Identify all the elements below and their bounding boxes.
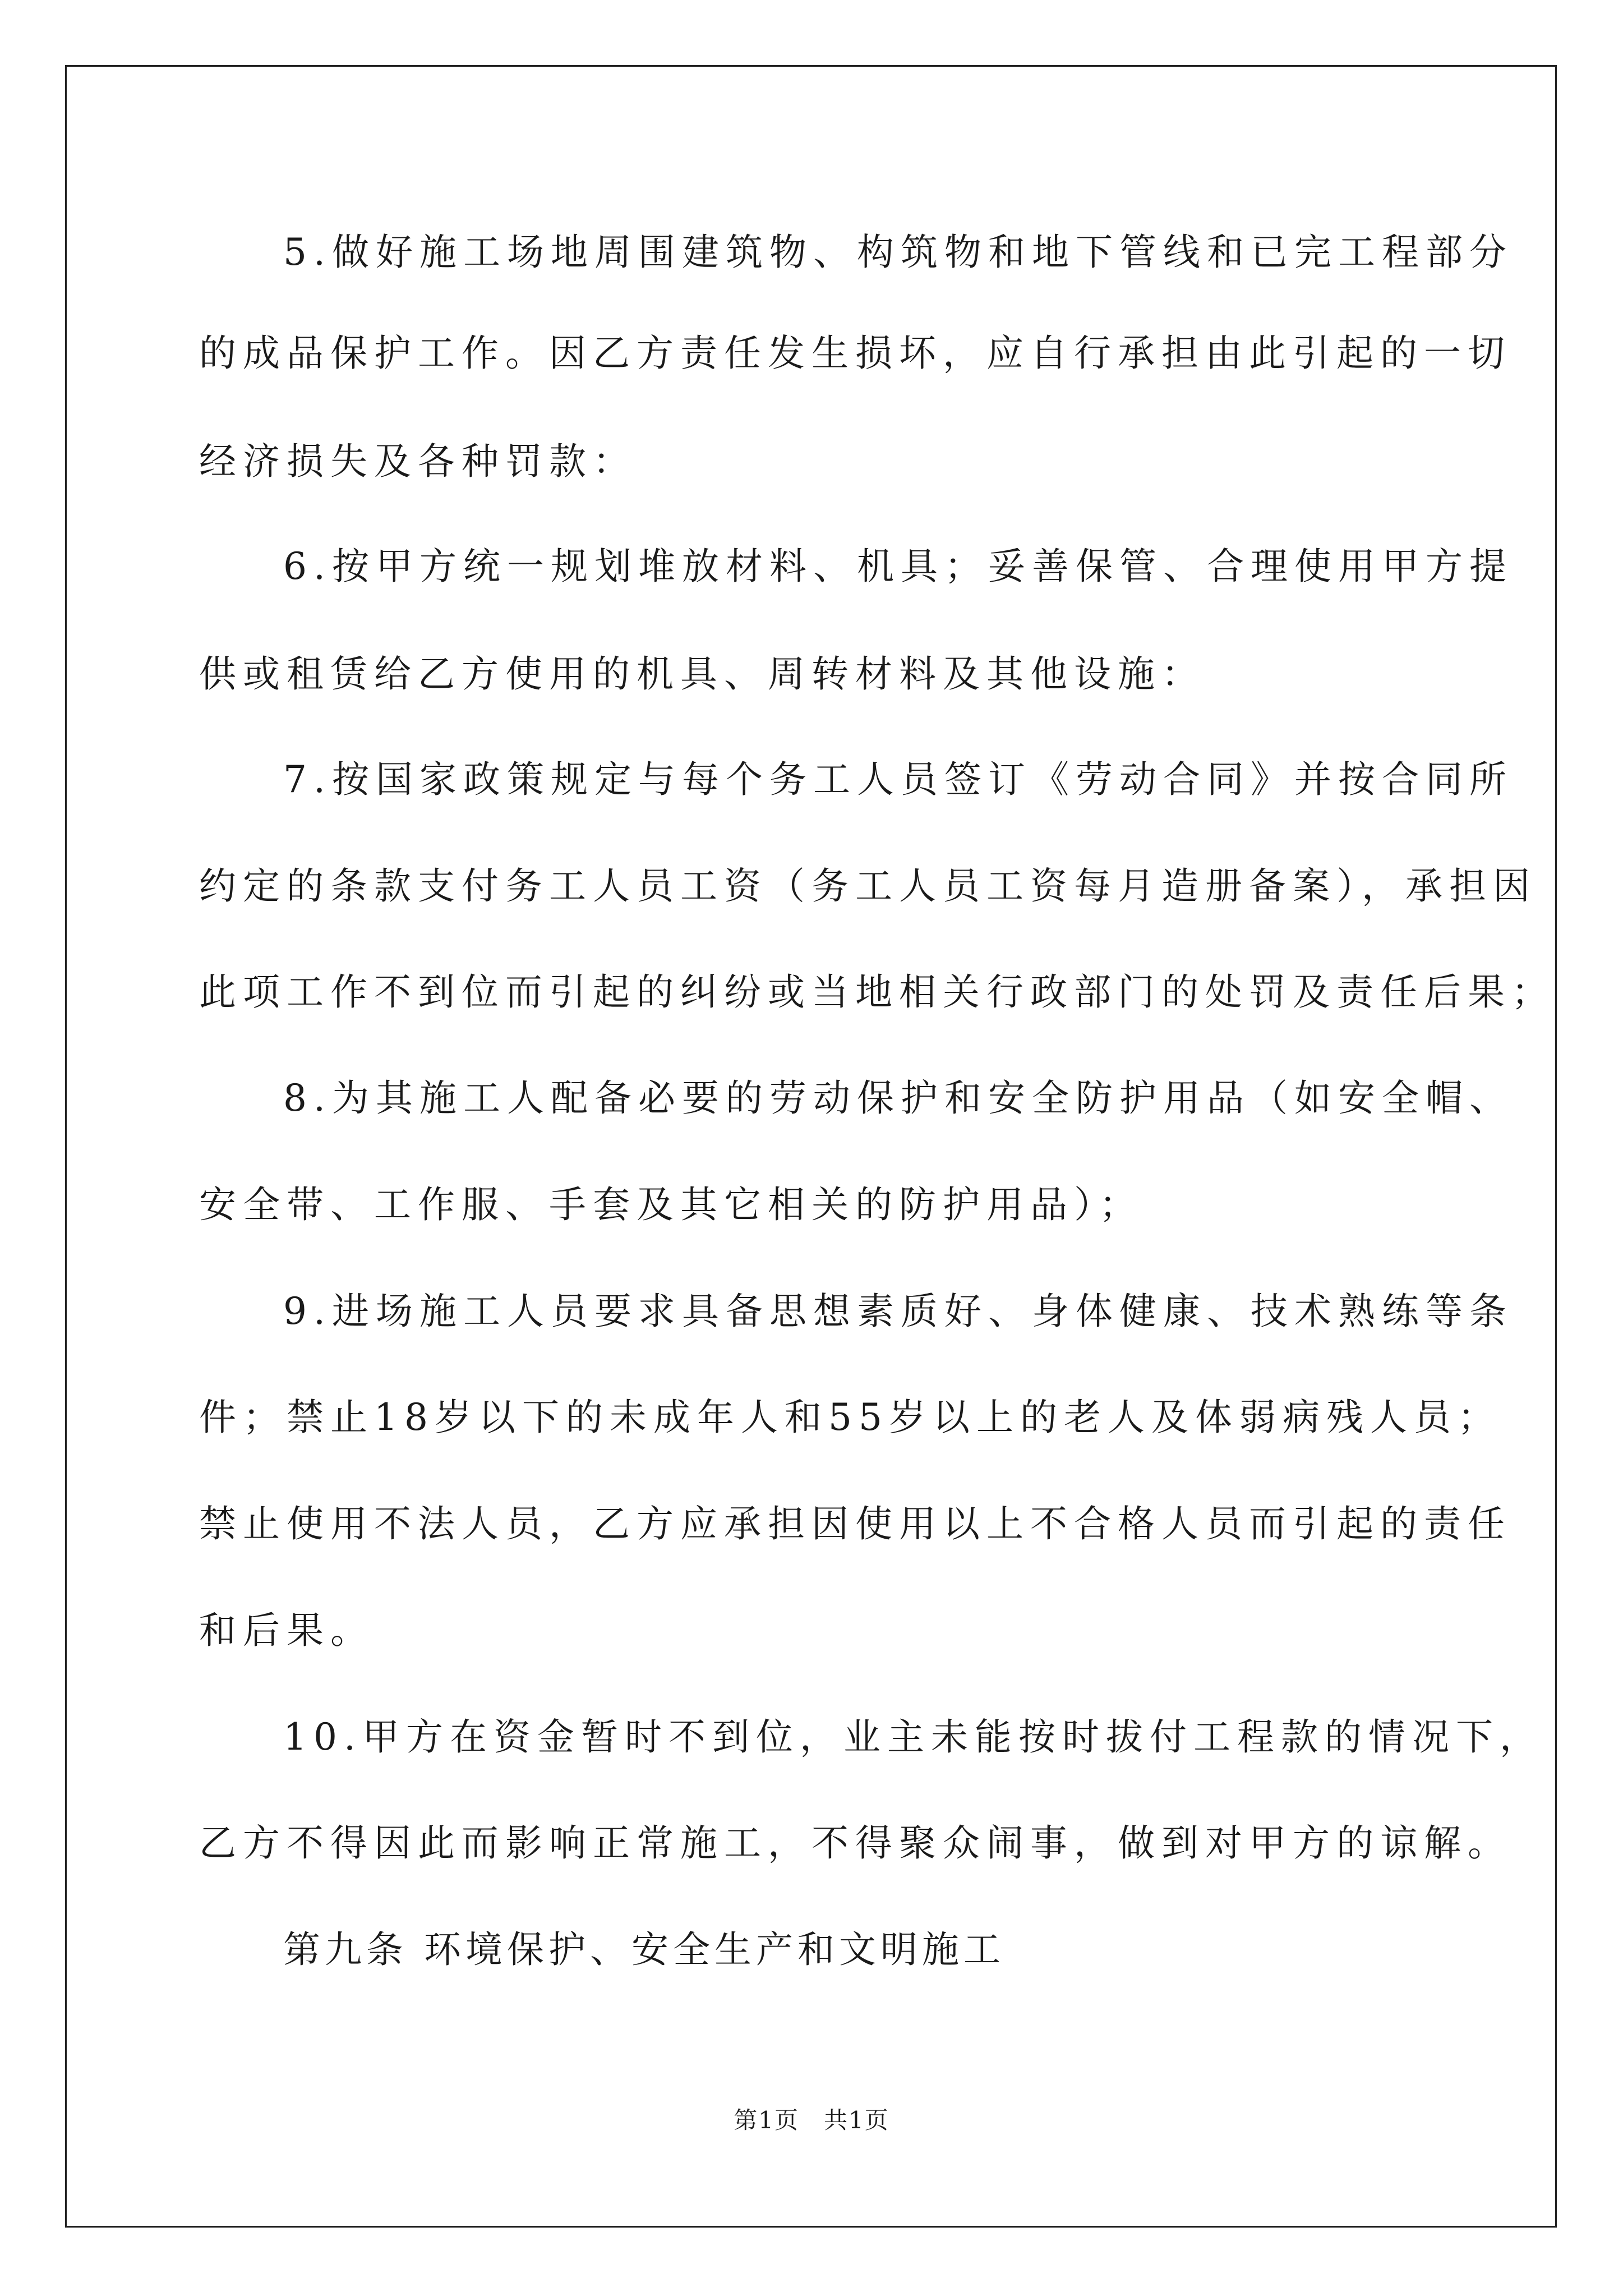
item-9-line-2: 件；禁止18岁以下的未成年人和55岁以上的老人及体弱病残人员； — [199, 1396, 1501, 1439]
item-10-line-2: 乙方不得因此而影响正常施工，不得聚众闹事，做到对甲方的谅解。 — [199, 1821, 1511, 1865]
section-heading: 第九条 环境保护、安全生产和文明施工 — [283, 1928, 1005, 1971]
item-7-line-2: 约定的条款支付务工人员工资（务工人员工资每月造册备案），承担因 — [199, 864, 1537, 908]
item-9-line-4: 和后果。 — [199, 1609, 374, 1652]
item-5-line-1: 5.做好施工场地周围建筑物、构筑物和地下管线和已完工程部分 — [283, 231, 1513, 274]
item-9-line-3: 禁止使用不法人员，乙方应承担因使用以上不合格人员而引起的责任 — [199, 1502, 1511, 1545]
item-7-line-1: 7.按国家政策规定与每个务工人员签订《劳动合同》并按合同所 — [283, 758, 1513, 801]
item-6-line-2: 供或租赁给乙方使用的机具、周转材料及其他设施： — [199, 652, 1205, 696]
item-9-line-1: 9.进场施工人员要求具备思想素质好、身体健康、技术熟练等条 — [283, 1290, 1513, 1333]
page-footer: 第1页 共1页 — [734, 2106, 889, 2134]
item-5-line-3: 经济损失及各种罚款： — [199, 440, 637, 483]
item-8-line-2: 安全带、工作服、手套及其它相关的防护用品）； — [199, 1183, 1143, 1226]
item-6-line-1: 6.按甲方统一规划堆放材料、机具；妥善保管、合理使用甲方提 — [283, 545, 1513, 588]
item-5-line-2: 的成品保护工作。因乙方责任发生损坏，应自行承担由此引起的一切 — [199, 332, 1511, 375]
item-8-line-1: 8.为其施工人配备必要的劳动保护和安全防护用品（如安全帽、 — [283, 1076, 1513, 1120]
item-7-line-3: 此项工作不到位而引起的纠纷或当地相关行政部门的处罚及责任后果； — [199, 970, 1555, 1014]
item-10-line-1: 10.甲方在资金暂时不到位，业主未能按时拔付工程款的情况下， — [283, 1715, 1543, 1759]
